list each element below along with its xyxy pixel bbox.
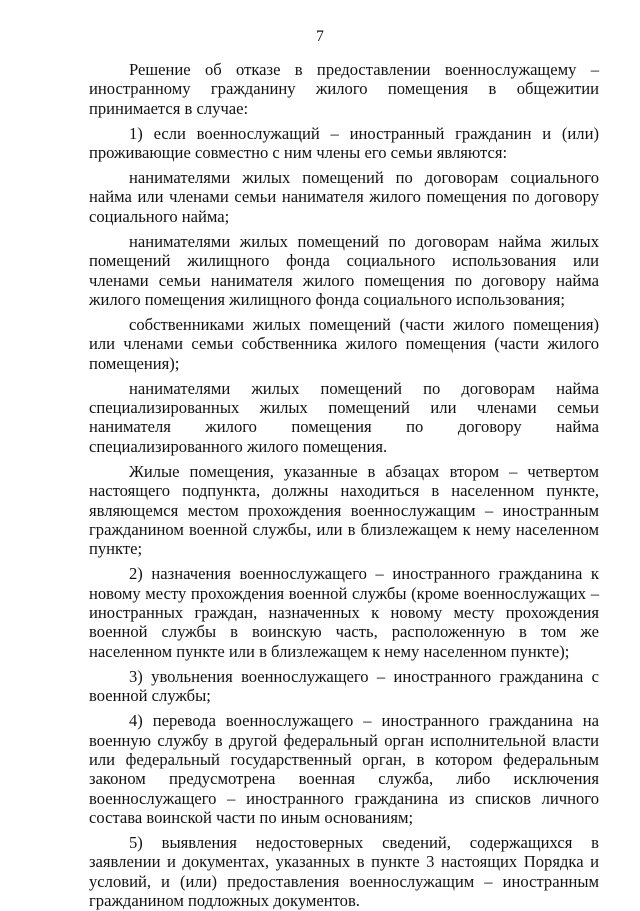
- paragraph-social-lease: нанимателями жилых помещений по договорам социального найма или членами семьи нанимателя жилого помещения по договору социального найма;: [89, 168, 599, 226]
- paragraph-owners: собственниками жилых помещений (части жилого помещения) или членами семьи собственника жилого помещения (части жилого помещения);: [89, 314, 599, 373]
- paragraph-item-5: 5) выявления недостоверных сведений, содержащихся в заявлении и документах, указанных в пункте 3 настоящих Порядка и условий, и (или) предоставления военнослужащим – иностранным гражданином подложных документов.: [89, 833, 599, 911]
- paragraph-item-3: 3) увольнения военнослужащего – иностранного гражданина с военной службы;: [89, 666, 599, 706]
- page-number: 7: [316, 28, 324, 45]
- paragraph-item-4: 4) перевода военнослужащего – иностранного гражданина на военную службу в другой федеральный орган исполнительной власти или федеральный государственный орган, в котором федеральным законом предусмотрена военная служба, либо исключения военнослужащего – иностранного гражданина из списков личного состава воинской части по иным основаниям;: [89, 711, 599, 828]
- document-body: [89, 60, 599, 911]
- paragraph-intro: Решение об отказе в предоставлении военнослужащему – иностранному гражданину жилого помещения в общежитии принимается в случае:: [89, 60, 599, 118]
- paragraph-item-2: 2) назначения военнослужащего – иностранного гражданина к новому месту прохождения военной службы (кроме военнослужащих – иностранных граждан, назначенных к новому месту прохождения военной службы в воинскую часть, расположенную в том же населенном пункте или в близлежащем к нему населенном пункте);: [89, 564, 599, 661]
- paragraph-specialized-lease: нанимателями жилых помещений по договорам найма специализированных жилых помещений или членами семьи нанимателя жилого помещения по договору найма специализированного жилого помещения.: [89, 378, 599, 456]
- paragraph-social-fund-lease: нанимателями жилых помещений по договорам найма жилых помещений жилищного фонда социального использования или членами семьи нанимателя жилого помещения по договору найма жилого помещения жилищного фонда социального использования;: [89, 231, 599, 309]
- paragraph-item-1: 1) если военнослужащий – иностранный гражданин и (или) проживающие совместно с ним члены его семьи являются:: [89, 123, 599, 163]
- paragraph-location-note: Жилые помещения, указанные в абзацах втором – четвертом настоящего подпункта, должны находиться в населенном пункте, являющемся местом прохождения военнослужащим – иностранным гражданином военной службы, или в близлежащем к нему населенном пункте;: [89, 461, 599, 559]
